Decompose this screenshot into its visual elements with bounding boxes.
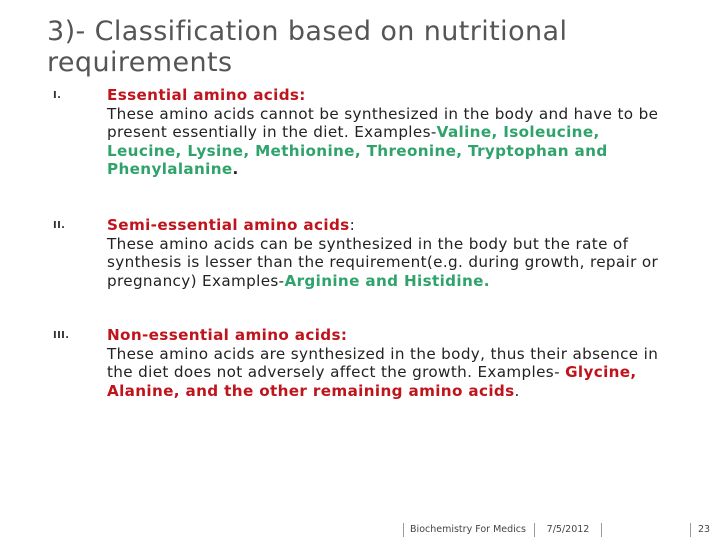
footer-date: 7/5/2012 <box>546 524 590 535</box>
item-description: These amino acids can be synthesized in the body but the rate of synthesis is lesser than the requirement(e.g. during growth, repair or pregnancy) <box>107 234 659 290</box>
examples-suffix: . <box>232 160 239 179</box>
examples-prefix: Examples- <box>477 363 566 382</box>
list-item-semi-essential <box>50 216 670 326</box>
list-item-non-essential <box>50 326 670 400</box>
examples-prefix: Examples- <box>202 271 285 290</box>
slide-title: 3)- Classification based on nutritional requirements <box>47 16 568 78</box>
footer-source: Biochemistry For Medics <box>410 524 526 535</box>
examples-list: Glycine, Alanine, and the other remaining amino acids <box>107 363 637 400</box>
page-number: 23 <box>697 524 711 535</box>
item-body <box>107 235 670 291</box>
footer-divider <box>690 523 691 537</box>
item-heading: Essential amino acids: <box>107 86 306 104</box>
examples-suffix: . <box>514 381 520 400</box>
examples-list: Valine, Isoleucine, Leucine, Lysine, Methionine, Threonine, Tryptophan and Phenylalanine <box>107 123 608 179</box>
item-description: These amino acids are synthesized in the body, thus their absence in the diet does not adversely affect the growth. <box>107 344 659 382</box>
item-body <box>107 345 670 401</box>
item-heading: Semi-essential amino acids <box>107 216 350 234</box>
roman-numeral: I. <box>53 90 62 101</box>
footer-divider <box>601 523 602 537</box>
examples-list: Arginine and Histidine. <box>284 271 490 290</box>
item-body <box>107 105 670 179</box>
item-description: These amino acids cannot be synthesized in the body and have to be present essentially in the diet. <box>107 104 659 142</box>
slide-footer <box>0 520 728 540</box>
item-heading-row <box>107 216 670 235</box>
examples-prefix: Examples- <box>354 123 437 142</box>
slide-content <box>50 86 670 400</box>
roman-numeral: II. <box>53 220 66 231</box>
list-item-essential <box>50 86 670 216</box>
item-heading: Non-essential amino acids: <box>107 326 348 344</box>
roman-numeral: III. <box>53 330 70 341</box>
heading-suffix: : <box>349 216 356 234</box>
footer-divider <box>534 523 535 537</box>
